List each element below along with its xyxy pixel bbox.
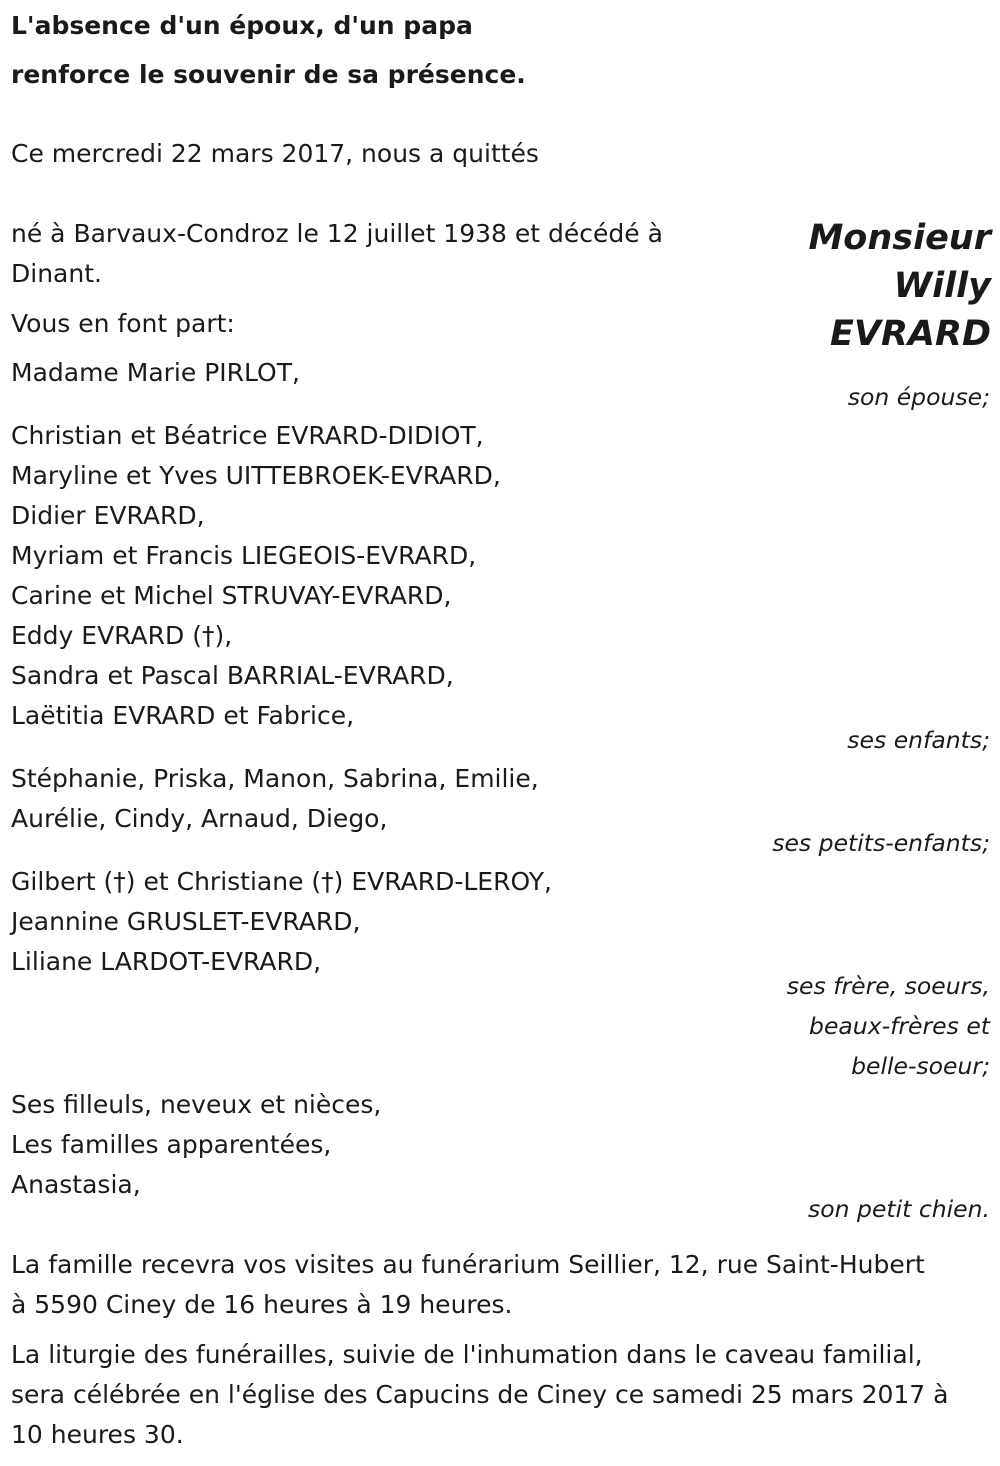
others-line: Les familles apparentées, [11,1130,332,1159]
deceased-name [808,214,991,358]
child-name: Christian et Béatrice EVRARD-DIDIOT, [11,421,484,450]
others-relation: son petit chien. [808,1195,990,1223]
sibling-name: Jeannine GRUSLET-EVRARD, [11,907,361,936]
funeral-line-1: La liturgie des funérailles, suivie de l'inhumation dans le caveau familial, [11,1340,923,1369]
deceased-last-name: EVRARD [829,314,991,354]
child-name: Sandra et Pascal BARRIAL-EVRARD, [11,661,454,690]
children-relation: ses enfants; [847,726,990,754]
epigraph-line-2: renforce le souvenir de sa présence. [11,60,526,89]
intro-text: Vous en font part: [11,309,235,338]
siblings-relation: belle-soeur; [851,1052,990,1080]
grandchildren-line: Aurélie, Cindy, Arnaud, Diego, [11,804,388,833]
others-line: Ses filleuls, neveux et nièces, [11,1090,382,1119]
grandchildren-relation: ses petits-enfants; [772,829,990,857]
siblings-relation: beaux-frères et [809,1012,990,1040]
birth-death-line-1: né à Barvaux-Condroz le 12 juillet 1938 et décédé à [11,219,663,248]
grandchildren-line: Stéphanie, Priska, Manon, Sabrina, Emilie, [11,764,539,793]
deceased-first-name: Willy [893,266,991,306]
child-name: Myriam et Francis LIEGEOIS-EVRARD, [11,541,477,570]
visits-line-2: à 5590 Ciney de 16 heures à 19 heures. [11,1290,513,1319]
child-name: Eddy EVRARD (†), [11,621,233,650]
siblings-relation: ses frère, soeurs, [786,972,990,1000]
funeral-line-3: 10 heures 30. [11,1420,184,1449]
others-line: Anastasia, [11,1170,141,1199]
spouse-relation: son épouse; [847,383,990,411]
sibling-name: Liliane LARDOT-EVRARD, [11,947,322,976]
spouse-name: Madame Marie PIRLOT, [11,358,300,387]
visits-line-1: La famille recevra vos visites au funérarium Seillier, 12, rue Saint-Hubert [11,1250,925,1279]
child-name: Didier EVRARD, [11,501,205,530]
child-name: Maryline et Yves UITTEBROEK-EVRARD, [11,461,501,490]
deceased-title: Monsieur [808,218,991,258]
birth-death-line-2: Dinant. [11,259,102,288]
announcement-text: Ce mercredi 22 mars 2017, nous a quittés [11,139,539,168]
child-name: Carine et Michel STRUVAY-EVRARD, [11,581,452,610]
sibling-name: Gilbert (†) et Christiane (†) EVRARD-LEROY, [11,867,552,896]
funeral-line-2: sera célébrée en l'église des Capucins de Ciney ce samedi 25 mars 2017 à [11,1380,949,1409]
child-name: Laëtitia EVRARD et Fabrice, [11,701,355,730]
epigraph-line-1: L'absence d'un époux, d'un papa [11,11,473,40]
